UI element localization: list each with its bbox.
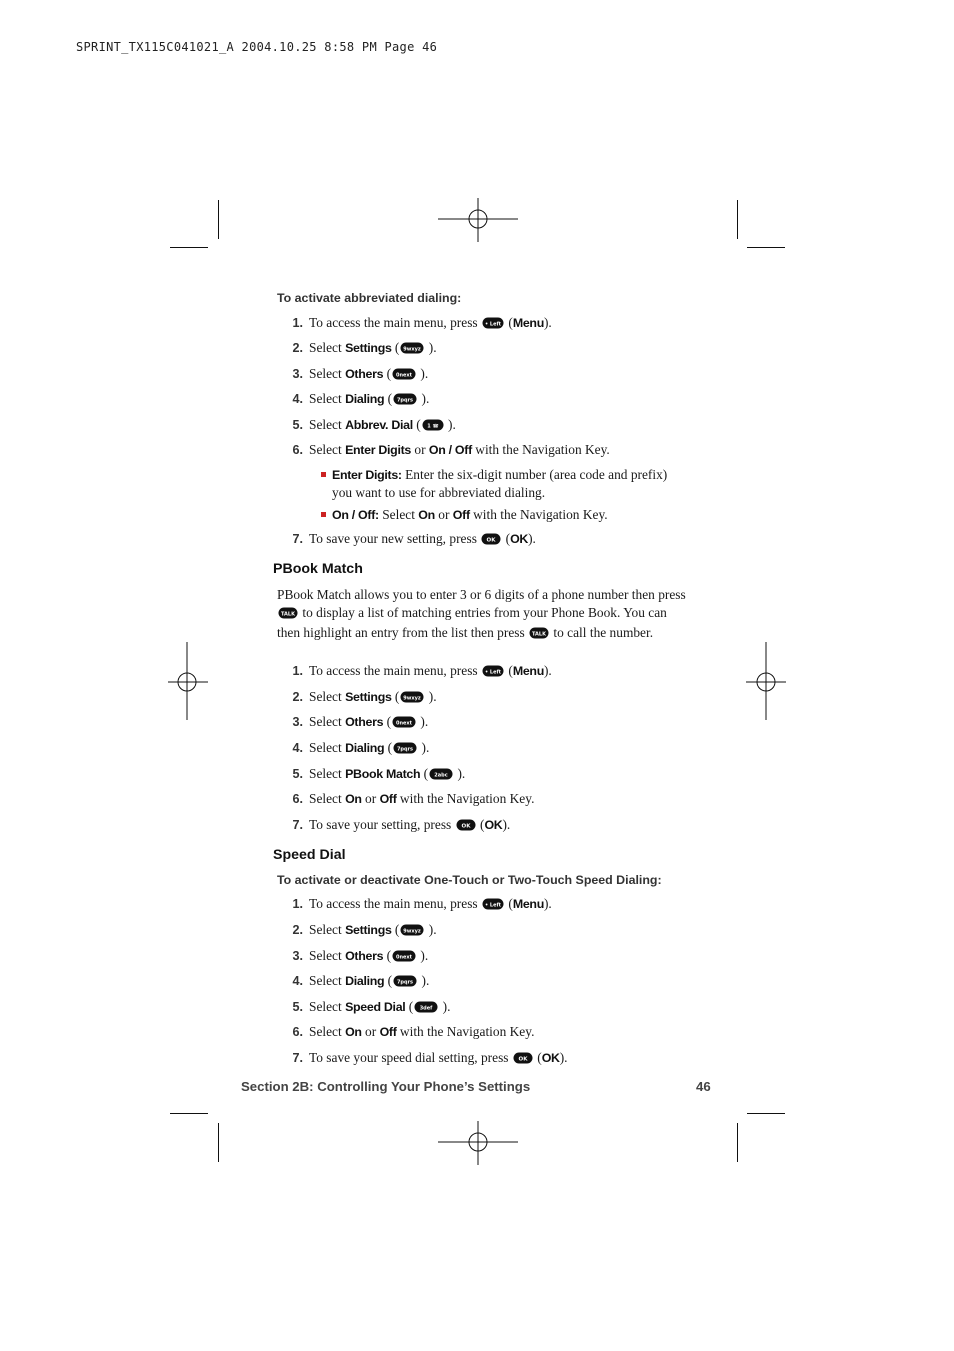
step-punctuation: ( — [416, 417, 421, 432]
step-number: 5. — [292, 1000, 303, 1014]
step-term: OK — [484, 818, 503, 832]
section-lead-abbreviated-dialing: To activate abbreviated dialing: — [277, 291, 462, 305]
svg-text:OK: OK — [461, 823, 471, 830]
step-punctuation: ( — [394, 340, 400, 355]
svg-text:OK: OK — [518, 1056, 528, 1063]
svg-text:• Left: • Left — [484, 669, 502, 676]
step-term: PBook Match — [345, 767, 421, 781]
step-punctuation: ). — [528, 531, 536, 546]
step-text — [309, 340, 437, 358]
step-term: Abbrev. Dial — [345, 418, 413, 432]
key-9-icon — [400, 924, 424, 940]
registration-mark-top — [438, 198, 518, 242]
step-term: OK — [541, 1051, 560, 1065]
step-term: Dialing — [345, 392, 385, 406]
step-text — [309, 999, 450, 1017]
step-term: OK — [510, 532, 529, 546]
svg-text:9wxyz: 9wxyz — [403, 928, 422, 935]
key-7-icon — [393, 393, 417, 409]
step-text — [309, 791, 534, 807]
svg-text:TALK: TALK — [281, 611, 295, 618]
bullet-enter-digits — [332, 466, 677, 502]
step-number: 1. — [292, 664, 303, 678]
step-number: 3. — [292, 367, 303, 381]
key-left-icon — [482, 898, 504, 914]
step-punctuation: ( — [387, 973, 393, 988]
key-ok-icon — [513, 1052, 533, 1068]
step-text — [309, 1024, 534, 1040]
step-punctuation: ( — [408, 999, 414, 1014]
step-text — [309, 531, 536, 549]
step-text — [309, 740, 429, 758]
svg-text:• Left: • Left — [484, 902, 502, 909]
step-punctuation: ( — [386, 366, 392, 381]
step-punctuation: ( — [508, 896, 513, 911]
step-number: 2. — [292, 341, 303, 355]
step-punctuation: ). — [457, 766, 466, 781]
step-term: Speed Dial — [345, 1000, 406, 1014]
key-0-icon — [392, 368, 416, 384]
step-number: 2. — [292, 923, 303, 937]
bullet-text: Enter the six-digit number (area code and prefix) you want to use for abbreviated dialing. — [332, 467, 668, 500]
key-ok-icon — [456, 819, 476, 835]
key-left-icon — [482, 665, 504, 681]
step-punctuation: ). — [420, 366, 429, 381]
key-3-icon — [414, 1001, 438, 1017]
section-lead-speed-dial: To activate or deactivate One-Touch or Two-Touch Speed Dialing: — [277, 873, 662, 887]
step-instruction: Select — [309, 417, 342, 432]
step-text — [309, 689, 437, 707]
svg-text:OK: OK — [486, 537, 496, 544]
svg-text:0next: 0next — [396, 720, 413, 727]
step-number: 3. — [292, 949, 303, 963]
step-text — [309, 973, 429, 991]
step-punctuation: ( — [508, 663, 513, 678]
step-instruction: Select — [309, 948, 342, 963]
crop-mark-bottom-right-vertical — [737, 1123, 738, 1162]
step-instruction: Select — [309, 922, 342, 937]
step-punctuation: ( — [537, 1050, 542, 1065]
step-punctuation: ( — [479, 817, 485, 832]
svg-text:7pqrs: 7pqrs — [397, 746, 414, 753]
key-7-icon — [393, 742, 417, 758]
step-term: Off — [379, 1025, 397, 1039]
svg-text:9wxyz: 9wxyz — [403, 346, 422, 353]
step-instruction: Select — [309, 714, 342, 729]
step-punctuation: ). — [559, 1050, 568, 1065]
step-text — [309, 1050, 568, 1068]
step-instruction: To access the main menu, press — [309, 663, 478, 678]
step-instruction: To save your speed dial setting, press — [309, 1050, 509, 1065]
step-instruction: To save your new setting, press — [309, 531, 477, 546]
step-number: 2. — [292, 690, 303, 704]
step-number: 7. — [292, 1051, 303, 1065]
svg-text:0next: 0next — [396, 954, 413, 961]
key-left-icon — [482, 317, 504, 333]
step-instruction: Select — [309, 740, 342, 755]
crop-mark-top-left-horizontal — [170, 247, 208, 248]
crop-mark-bottom-right-horizontal — [747, 1113, 785, 1114]
step-instruction: with the Navigation Key. — [399, 1024, 535, 1039]
step-instruction: To access the main menu, press — [309, 315, 478, 330]
step-instruction: Select — [309, 340, 342, 355]
step-punctuation: ). — [421, 391, 430, 406]
step-number: 1. — [292, 316, 303, 330]
step-instruction: with the Navigation Key. — [399, 791, 535, 806]
step-term: Menu — [512, 897, 544, 911]
step-punctuation: ). — [448, 417, 456, 432]
step-instruction: To save your setting, press — [309, 817, 452, 832]
step-term: Dialing — [345, 741, 385, 755]
step-term: Settings — [345, 923, 392, 937]
step-text — [309, 817, 510, 835]
step-punctuation: ). — [420, 948, 429, 963]
description-text: PBook Match allows you to enter 3 or 6 digits of a phone number then press — [277, 587, 686, 602]
svg-text:7pqrs: 7pqrs — [397, 397, 414, 404]
svg-text:9wxyz: 9wxyz — [403, 695, 422, 702]
step-term: Enter Digits — [345, 443, 412, 457]
step-term: Settings — [345, 341, 392, 355]
step-punctuation: ( — [505, 531, 511, 546]
step-instruction: Select — [309, 689, 342, 704]
description-text: to display a list of matching entries from your Phone Book. You can then highlight an entry from the list then press — [277, 605, 667, 640]
registration-mark-bottom — [438, 1121, 518, 1165]
talk-key-icon — [529, 626, 549, 644]
step-instruction: Select — [309, 791, 342, 806]
step-instruction: or — [365, 1024, 377, 1039]
step-term: Others — [345, 949, 384, 963]
section-heading-pbook-match: PBook Match — [273, 561, 363, 577]
bullet-marker — [321, 512, 326, 517]
step-term: Menu — [512, 316, 544, 330]
step-instruction: Select — [309, 766, 342, 781]
step-instruction: To access the main menu, press — [309, 896, 478, 911]
crop-mark-top-right-horizontal — [747, 247, 785, 248]
step-punctuation: ). — [442, 999, 451, 1014]
step-punctuation: ). — [420, 714, 429, 729]
step-instruction: with the Navigation Key. — [475, 442, 610, 457]
description-text: to call the number. — [553, 625, 654, 640]
step-punctuation: ( — [508, 315, 513, 330]
step-punctuation: ( — [386, 714, 392, 729]
step-punctuation: ). — [421, 740, 430, 755]
step-text — [309, 896, 552, 914]
step-number: 5. — [292, 767, 303, 781]
step-punctuation: ( — [394, 689, 400, 704]
step-instruction: Select — [309, 1024, 342, 1039]
svg-text:• Left: • Left — [484, 321, 502, 328]
step-punctuation: ). — [543, 896, 552, 911]
step-number: 7. — [292, 532, 303, 546]
step-text — [309, 366, 428, 384]
step-punctuation: ). — [502, 817, 511, 832]
step-instruction: Select — [309, 442, 342, 457]
crop-mark-bottom-left-vertical — [218, 1123, 219, 1162]
talk-key-icon — [278, 606, 298, 624]
step-text — [309, 922, 437, 940]
step-text — [309, 315, 552, 333]
svg-text:TALK: TALK — [532, 631, 547, 638]
step-punctuation: ). — [428, 340, 437, 355]
step-term: Menu — [512, 664, 544, 678]
step-number: 4. — [292, 741, 303, 755]
key-9-icon — [400, 691, 424, 707]
step-term: Dialing — [345, 974, 385, 988]
bullet-term: On / Off: — [332, 508, 379, 522]
option-off: Off — [452, 508, 470, 522]
step-punctuation: ( — [394, 922, 400, 937]
step-punctuation: ( — [387, 391, 393, 406]
step-term: Settings — [345, 690, 392, 704]
step-instruction: Select — [309, 973, 342, 988]
key-9-icon — [400, 342, 424, 358]
svg-text:2abc: 2abc — [434, 772, 448, 779]
key-0-icon — [392, 716, 416, 732]
step-punctuation: ). — [428, 689, 437, 704]
step-number: 1. — [292, 897, 303, 911]
step-text — [309, 714, 428, 732]
step-text — [309, 417, 456, 435]
option-on: On — [418, 508, 435, 522]
step-number: 6. — [292, 443, 303, 457]
svg-text:3def: 3def — [419, 1005, 433, 1012]
step-number: 7. — [292, 818, 303, 832]
bullet-term: Enter Digits: — [332, 468, 402, 482]
step-term: Others — [345, 367, 384, 381]
step-text — [309, 391, 429, 409]
step-text — [309, 442, 610, 458]
key-1-icon — [422, 419, 444, 435]
registration-mark-right — [746, 642, 786, 720]
step-term: On — [345, 1025, 362, 1039]
key-0-icon — [392, 950, 416, 966]
step-text — [309, 663, 552, 681]
step-term: Off — [379, 792, 397, 806]
step-number: 3. — [292, 715, 303, 729]
step-instruction: or — [365, 791, 377, 806]
bullet-on-off — [332, 506, 677, 524]
section-heading-speed-dial: Speed Dial — [273, 847, 346, 863]
key-7-icon — [393, 975, 417, 991]
bullet-marker — [321, 472, 326, 477]
footer-section-title: Section 2B: Controlling Your Phone’s Settings — [241, 1079, 531, 1094]
step-term: On — [345, 792, 362, 806]
step-number: 5. — [292, 418, 303, 432]
step-punctuation: ( — [423, 766, 429, 781]
svg-text:1 ☎: 1 ☎ — [426, 423, 439, 430]
step-instruction: Select — [309, 999, 342, 1014]
step-instruction: or — [414, 442, 426, 457]
bullet-text: or — [438, 507, 450, 522]
step-term: Others — [345, 715, 384, 729]
step-number: 6. — [292, 1025, 303, 1039]
step-punctuation: ). — [421, 973, 430, 988]
step-term: On / Off — [428, 443, 472, 457]
step-instruction: Select — [309, 391, 342, 406]
step-punctuation: ). — [428, 922, 437, 937]
svg-text:0next: 0next — [396, 372, 413, 379]
step-number: 4. — [292, 974, 303, 988]
step-number: 4. — [292, 392, 303, 406]
bullet-text: Select — [382, 507, 415, 522]
crop-mark-top-right-vertical — [737, 200, 738, 239]
step-punctuation: ). — [543, 315, 552, 330]
key-2-icon — [429, 768, 453, 784]
step-punctuation: ( — [386, 948, 392, 963]
registration-mark-left — [168, 642, 208, 720]
pbook-match-description — [277, 586, 687, 644]
print-slug: SPRINT_TX115C041021_A 2004.10.25 8:58 PM Page 46 — [76, 40, 438, 54]
step-punctuation: ). — [543, 663, 552, 678]
step-number: 6. — [292, 792, 303, 806]
crop-mark-top-left-vertical — [218, 200, 219, 239]
footer-page-number: 46 — [696, 1079, 711, 1094]
step-text — [309, 948, 428, 966]
step-punctuation: ( — [387, 740, 393, 755]
svg-text:7pqrs: 7pqrs — [397, 979, 414, 986]
crop-mark-bottom-left-horizontal — [170, 1113, 208, 1114]
step-text — [309, 766, 465, 784]
bullet-text: with the Navigation Key. — [473, 507, 608, 522]
step-instruction: Select — [309, 366, 342, 381]
key-ok-icon — [481, 533, 501, 549]
